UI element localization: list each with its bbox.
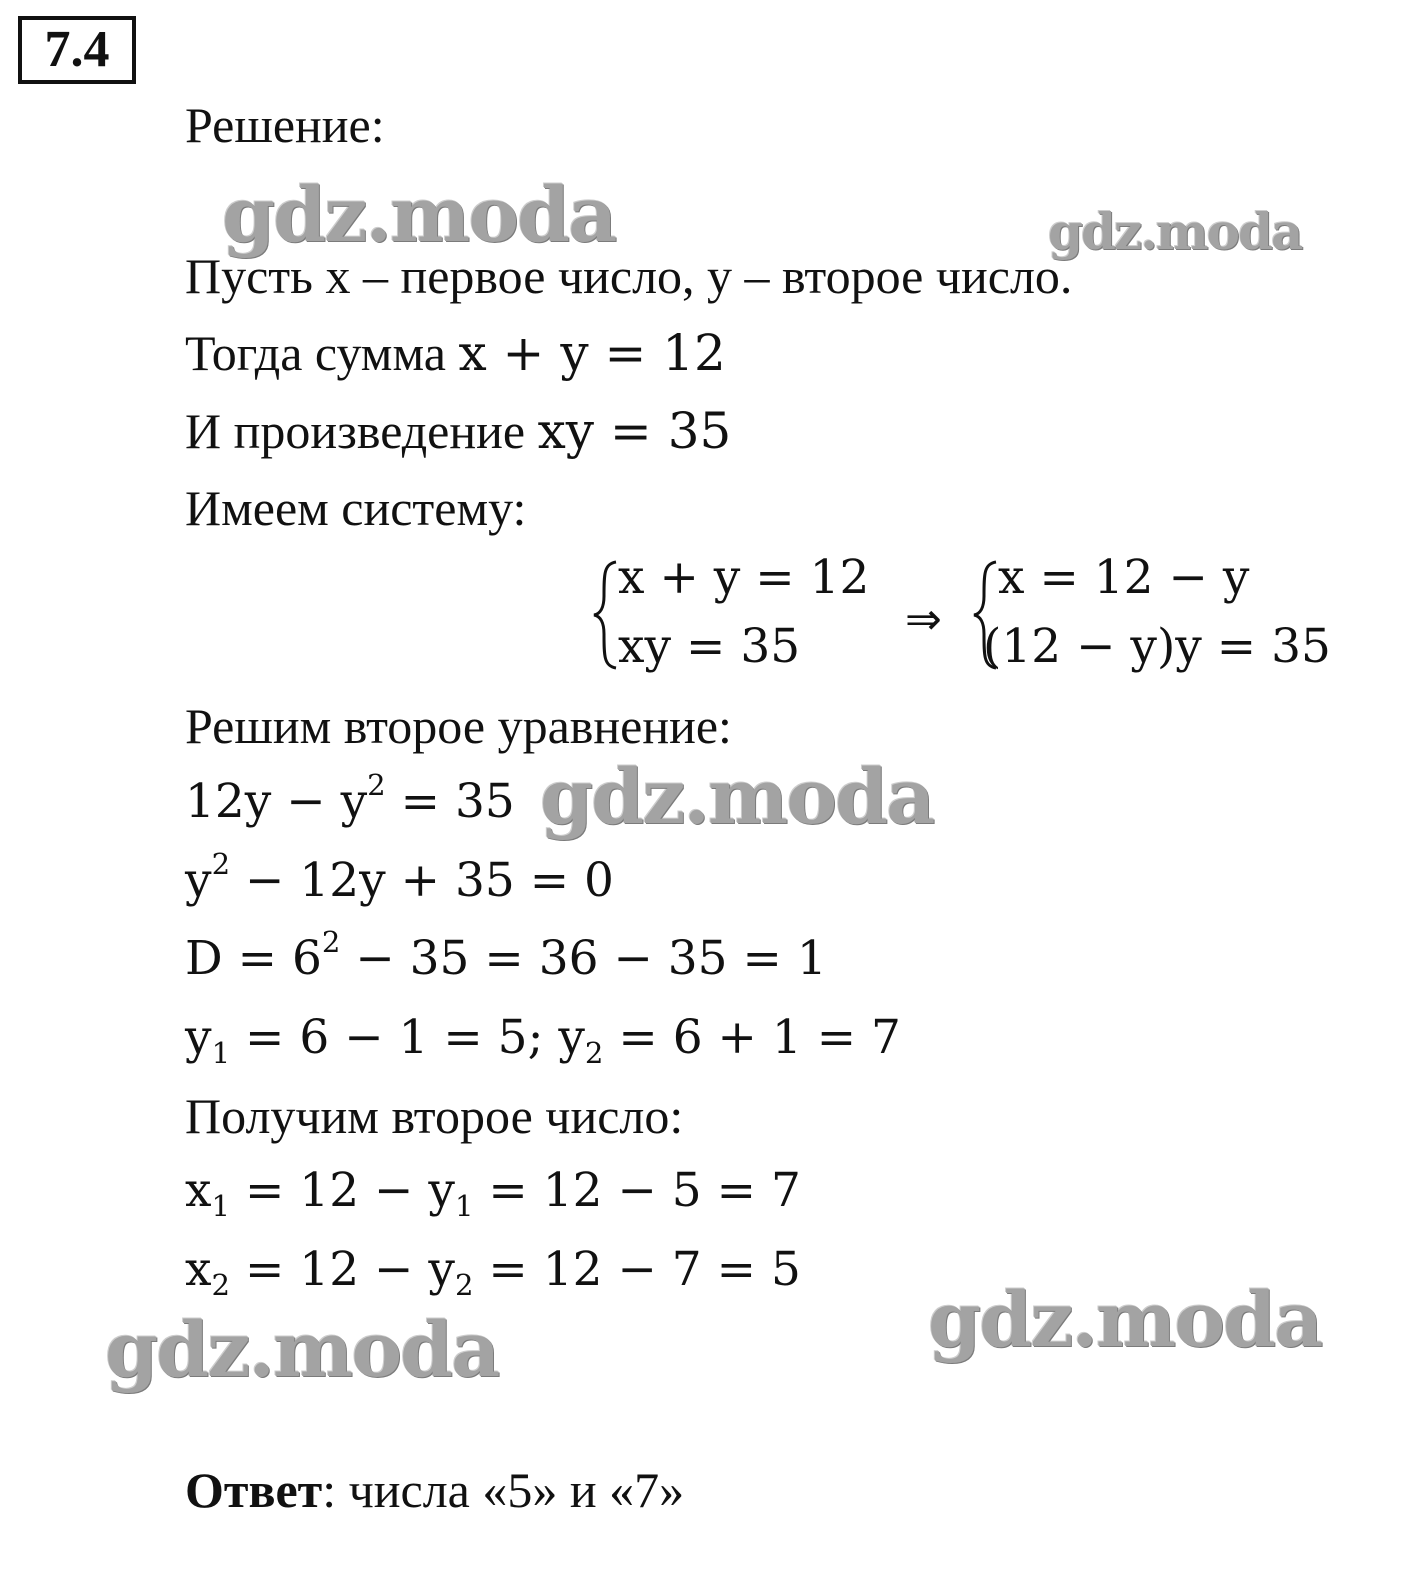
sum-line: [185, 323, 726, 383]
watermark-logo: gdz.moda: [1048, 202, 1302, 261]
solution-heading: Решение:: [185, 97, 385, 153]
answer-label: Ответ: [185, 1462, 323, 1518]
implies-arrow: ⇒: [905, 594, 942, 645]
sum-text: Тогда сумма: [185, 325, 459, 381]
quadratic-equation: $y^2 - 12y + 35 = 0$: [185, 847, 614, 908]
watermark-logo: gdz.moda: [105, 1305, 499, 1394]
root-x1: $x_1 = 12 - y_1 = 12 - 5 = 7$: [185, 1163, 801, 1224]
watermark-logo: gdz.moda: [540, 752, 934, 841]
system-right-eq2: (12 − y)y = 35: [983, 619, 1331, 674]
solve-intro: Решим второе уравнение:: [185, 698, 732, 754]
let-line: Пусть x – первое число, y – второе число.: [185, 248, 1073, 304]
product-line: [185, 401, 731, 461]
sum-math: x + y = 12: [458, 324, 726, 382]
problem-number: 7.4: [18, 16, 136, 84]
watermark-logo: gdz.moda: [928, 1275, 1322, 1364]
system-right-eq1: x = 12 − y: [998, 550, 1250, 605]
system-left-eq1: x + y = 12: [618, 550, 870, 605]
answer-line: [185, 1460, 684, 1520]
root-x2: $x_2 = 12 - y_2 = 12 - 7 = 5$: [185, 1242, 801, 1303]
discriminant: $D = 6^2 - 35 = 36 - 35 = 1$: [185, 925, 827, 986]
product-math: xy = 35: [537, 402, 732, 460]
equation-rearranged: $12y - y^2 = 35$: [185, 768, 515, 829]
system-intro: Имеем систему:: [185, 480, 527, 536]
roots-y: $y_1 = 6 - 1 = 5$; $y_2 = 6 + 1 = 7$: [185, 1010, 901, 1071]
product-text: И произведение: [185, 403, 538, 459]
get-intro: Получим второе число:: [185, 1088, 684, 1144]
watermark-logo: gdz.moda: [222, 170, 616, 259]
system-left-eq2: xy = 35: [618, 619, 801, 674]
answer-text: : числа «5» и «7»: [322, 1462, 685, 1518]
